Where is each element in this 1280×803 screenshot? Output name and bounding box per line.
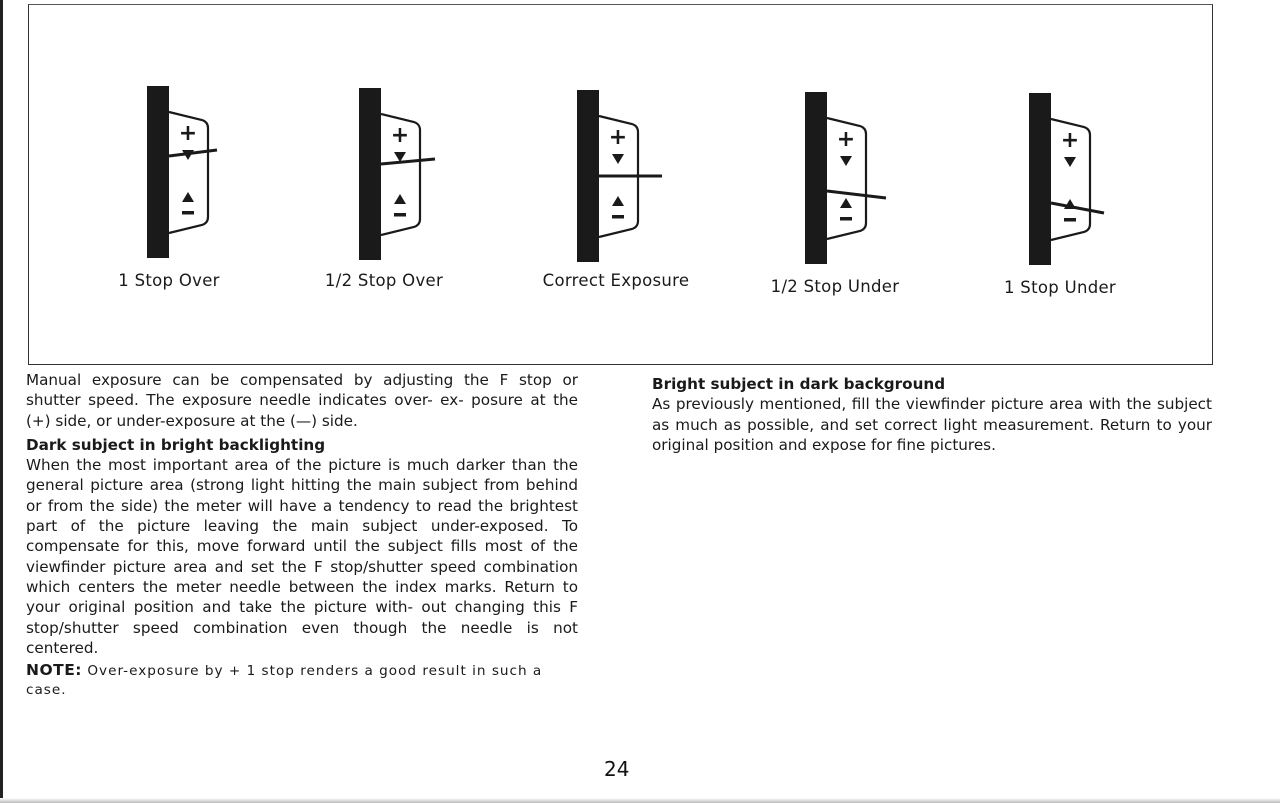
plus-icon: + [836, 127, 856, 152]
index-mark-up-triangle [394, 194, 406, 204]
page-number: 24 [604, 757, 630, 781]
index-mark-up-triangle [840, 198, 852, 208]
minus-icon [840, 217, 852, 221]
index-mark-down-triangle [840, 156, 852, 166]
meter-scale-bar [805, 92, 827, 264]
meter-label-1-stop-under: 1 Stop Under [1003, 278, 1117, 297]
meter-diagram-1-stop-under [1022, 80, 1152, 270]
right-column [652, 374, 1212, 455]
intro-paragraph: Manual exposure can be compensated by adjusting the F stop or shutter speed. The exposure needle indicates over- ex- posure at the (+) side, or under-exposure at the (—) side. [26, 371, 578, 430]
meter-label-half-stop-over: 1/2 Stop Over [324, 271, 444, 290]
meter-scale-bar [359, 88, 381, 260]
bright-subject-paragraph: As previously mentioned, fill the viewfinder picture area with the subject as much as possible, and set correct light measurement. Return to your original position and expose for fine pictures. [652, 395, 1212, 454]
meter-label-half-stop-under: 1/2 Stop Under [770, 277, 900, 296]
plus-icon: + [608, 125, 628, 150]
minus-icon [182, 211, 194, 215]
index-mark-down-triangle [1064, 157, 1076, 167]
page-edge-bottom [0, 798, 1280, 803]
index-mark-up-triangle [182, 192, 194, 202]
meter-diagram-half-stop-over [352, 80, 482, 270]
plus-icon: + [178, 121, 198, 146]
page-edge [0, 0, 3, 803]
meter-scale-bar [577, 90, 599, 262]
plus-icon: + [390, 123, 410, 148]
plus-icon: + [1060, 128, 1080, 153]
meter-scale-bar [147, 86, 169, 258]
minus-icon [394, 213, 406, 217]
index-mark-up-triangle [612, 196, 624, 206]
note-text: Over-exposure by + 1 stop renders a good result in such a case. [26, 663, 543, 699]
note-paragraph [26, 661, 578, 700]
meter-needle [827, 191, 886, 198]
meter-diagram-correct-exposure [570, 80, 700, 270]
minus-icon [612, 215, 624, 219]
meter-needle [381, 159, 435, 164]
left-column [26, 370, 578, 700]
meter-needle [1051, 203, 1104, 213]
note-label: NOTE: [26, 661, 83, 680]
bright-subject-heading: Bright subject in dark background [652, 375, 946, 393]
meter-label-correct-exposure: Correct Exposure [542, 271, 690, 290]
minus-icon [1064, 218, 1076, 222]
meter-diagram-half-stop-under [798, 80, 928, 270]
meter-scale-bar [1029, 93, 1051, 265]
meter-label-1-stop-over: 1 Stop Over [118, 271, 220, 290]
index-mark-down-triangle [612, 154, 624, 164]
backlighting-heading: Dark subject in bright backlighting [26, 435, 326, 454]
meter-diagram-1-stop-over [140, 80, 270, 270]
backlighting-paragraph: When the most important area of the picture is much darker than the general picture area (strong light hitting the main subject from behind or from the side) the meter will have a tendency to read the brightest part of the picture leaving the main subject under-exposed. To compensate for this, move forward until the subject fills most of the viewfinder picture area and set the F stop/shutter speed combination which centers the meter needle between the index marks. Return to your original position and take the picture with- out changing this F stop/shutter speed combination even though the needle is not centered. [26, 456, 578, 657]
